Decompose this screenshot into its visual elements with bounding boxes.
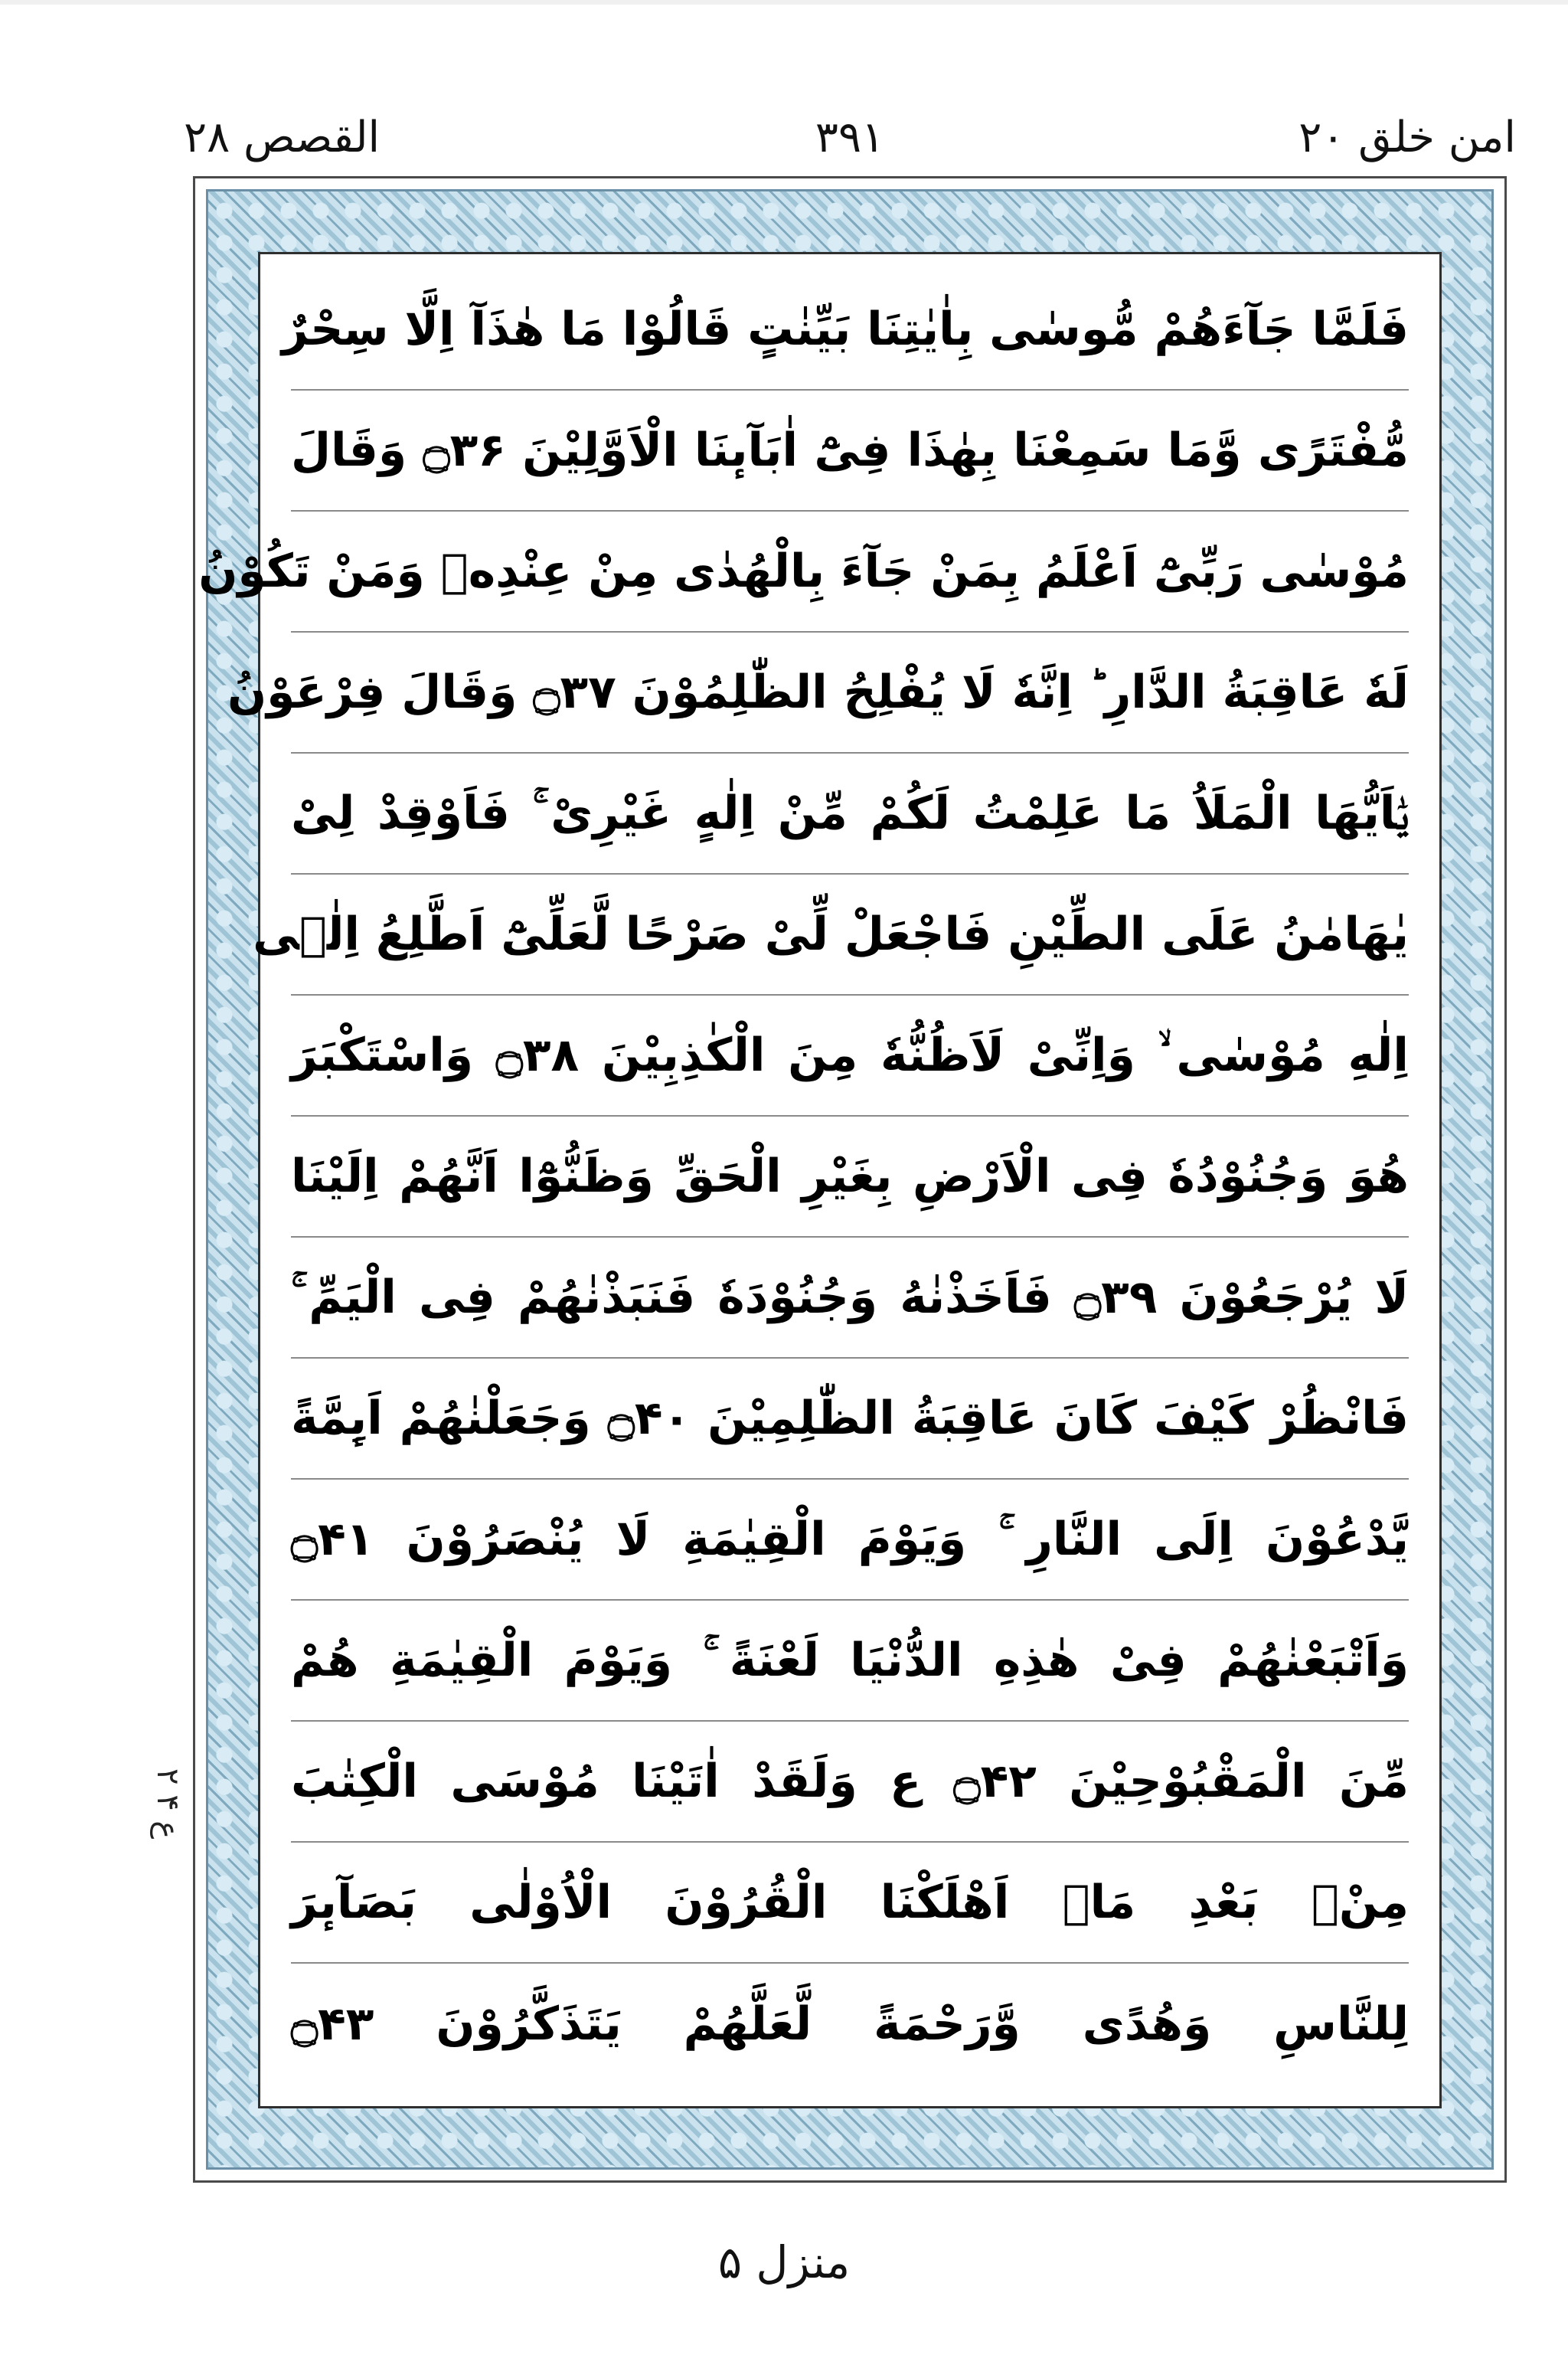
manzil-footer: منزل ۵ bbox=[717, 2236, 851, 2288]
text-area bbox=[198, 252, 1442, 2108]
verse-line: مِنْۢ بَعْدِ مَاۤ اَهْلَكْنَا الْقُرُوْنَ الْاُوْلٰى بَصَآىٕرَ bbox=[291, 1843, 1409, 1964]
ruku-margin-mark: ع ۴ ۲ bbox=[150, 1768, 185, 1840]
page-header bbox=[184, 107, 1516, 168]
verse-line: فَانْظُرْ كَیْفَ كَانَ عَاقِبَةُ الظّٰلِمِیْنَ ۝۴۰ وَجَعَلْنٰهُمْ اَىِٕمَّةً bbox=[291, 1359, 1409, 1480]
verse-line: فَلَمَّا جَآءَهُمْ مُّوسٰى بِاٰيٰتِنَا بَيِّنٰتٍ قَالُوْا مَا هٰذَآ اِلَّا سِحْرٌ bbox=[291, 270, 1409, 391]
verse-line: یٰۤاَیُّهَا الْمَلَاُ مَا عَلِمْتُ لَكُمْ مِّنْ اِلٰهٍ غَیْرِیْ ۚ فَاَوْقِدْ لِیْ bbox=[291, 754, 1409, 875]
verse-line: یَّدْعُوْنَ اِلَى النَّارِ ۚ وَیَوْمَ الْقِیٰمَةِ لَا یُنْصَرُوْنَ ۝۴۱ bbox=[291, 1480, 1409, 1601]
verse-line: لَا یُرْجَعُوْنَ ۝۳۹ فَاَخَذْنٰهُ وَجُنُوْدَهٗ فَنَبَذْنٰهُمْ فِی الْیَمِّ ۚ bbox=[291, 1238, 1409, 1359]
page-number: ۳۹۱ bbox=[815, 113, 885, 162]
verse-line: مُوْسٰى رَبِّیْٓ اَعْلَمُ بِمَنْ جَآءَ بِالْهُدٰى مِنْ عِنْدِهٖ وَمَنْ تَكُوْنُ bbox=[291, 512, 1409, 633]
verse-line: مِّنَ الْمَقْبُوْحِیْنَ ۝۴۲ ع وَلَقَدْ اٰتَیْنَا مُوْسَى الْكِتٰبَ bbox=[291, 1722, 1409, 1843]
surah-title: القصص ۲۸ bbox=[184, 113, 381, 162]
juz-title: امن خلق ۲۰ bbox=[1298, 113, 1516, 162]
verse-line: وَاَتْبَعْنٰهُمْ فِیْ هٰذِهِ الدُّنْیَا لَعْنَةً ۚ وَیَوْمَ الْقِیٰمَةِ هُمْ bbox=[291, 1601, 1409, 1722]
verse-line: لِلنَّاسِ وَهُدًى وَّرَحْمَةً لَّعَلَّهُمْ یَتَذَكَّرُوْنَ ۝۴۳ bbox=[291, 1997, 1409, 2051]
verse-line: یٰهَامٰنُ عَلَى الطِّیْنِ فَاجْعَلْ لِّیْ صَرْحًا لَّعَلِّیْٓ اَطَّلِعُ اِلٰۤى bbox=[291, 875, 1409, 996]
verse-line: مُّفْتَرًى وَّمَا سَمِعْنَا بِهٰذَا فِیْٓ اٰبَآىٕنَا الْاَوَّلِیْنَ ۝۳۶ وَقَالَ bbox=[291, 391, 1409, 512]
page-frame bbox=[193, 176, 1507, 2183]
top-rule bbox=[0, 0, 1568, 5]
verse-line: هُوَ وَجُنُوْدُهٗ فِی الْاَرْضِ بِغَیْرِ الْحَقِّ وَظَنُّوْٓا اَنَّهُمْ اِلَیْنَا bbox=[291, 1117, 1409, 1238]
verse-line: لَهٗ عَاقِبَةُ الدَّارِ ؕ اِنَّهٗ لَا یُفْلِحُ الظّٰلِمُوْنَ ۝۳۷ وَقَالَ فِرْعَوْنُ bbox=[291, 633, 1409, 754]
verse-line: اِلٰهِ مُوْسٰى ۙ وَاِنِّیْ لَاَظُنُّهٗ مِنَ الْكٰذِبِیْنَ ۝۳۸ وَاسْتَكْبَرَ bbox=[291, 996, 1409, 1117]
